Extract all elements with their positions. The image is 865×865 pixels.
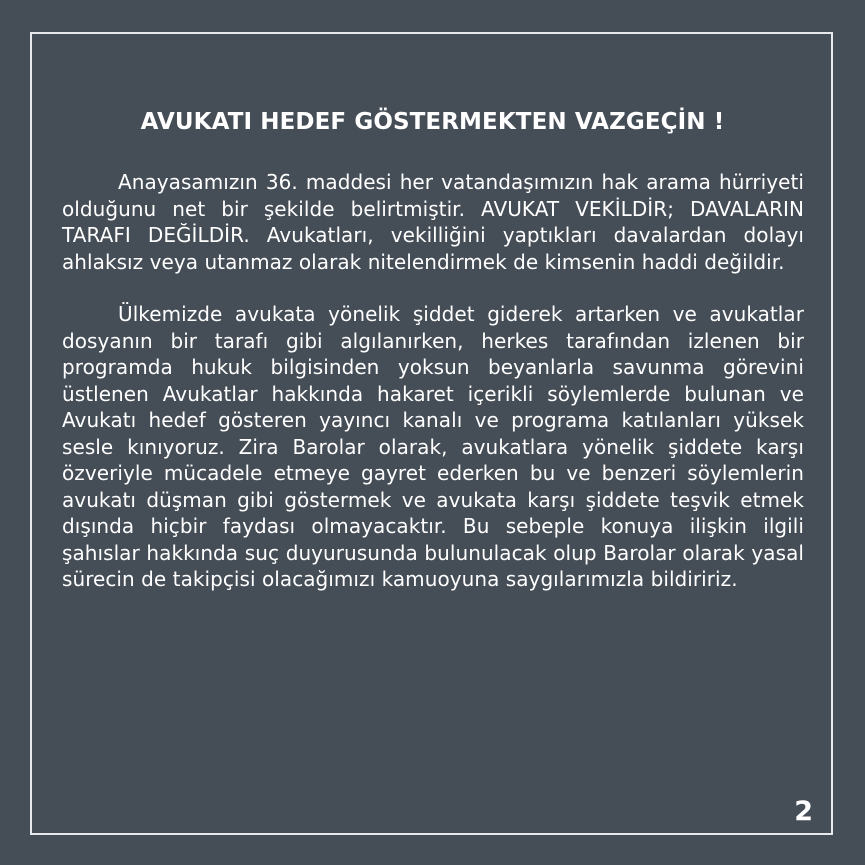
paragraph-1: Anayasamızın 36. maddesi her vatandaşımızın hak arama hürriyeti olduğunu net bir şekilde belirtmiştir. AVUKAT VEKİLDİR; DAVALARIN TARAFI DEĞİLDİR. Avukatları, vekilliğini yaptıkları davalardan dolayı ahlaksız veya utanmaz olarak nitelendirmek de kimsenin haddi değildir. (62, 170, 804, 274)
paragraph-2: Ülkemizde avukata yönelik şiddet giderek artarken ve avukatlar dosyanın bir tarafı gibi algılanırken, herkes tarafından izlenen bir programda hukuk bilgisinden yoksun beyanlarla savunma görevini üstlenen Avukatlar hakkında hakaret içerikli söylemlerde bulunan ve Avukatı hedef gösteren yayıncı kanalı ve programa katılanları yüksek sesle kınıyoruz. Zira Barolar olarak, avukatlara yönelik şiddete karşı özveriyle mücadele etmeye gayret ederken bu ve benzeri söylemlerin avukatı düşman gibi göstermek ve avukata karşı şiddete teşvik etmek dışında hiçbir faydası olmayacaktır. Bu sebeple konuya ilişkin ilgili şahıslar hakkında suç duyurusunda bulunulacak olup Barolar olarak yasal sürecin de takipçisi olacağımızı kamuoyuna saygılarımızla bildiririz. (62, 302, 804, 591)
page-number: 2 (794, 796, 813, 827)
statement-body (62, 169, 804, 593)
page-title: AVUKATI HEDEF GÖSTERMEKTEN VAZGEÇİN ! (140, 109, 725, 135)
